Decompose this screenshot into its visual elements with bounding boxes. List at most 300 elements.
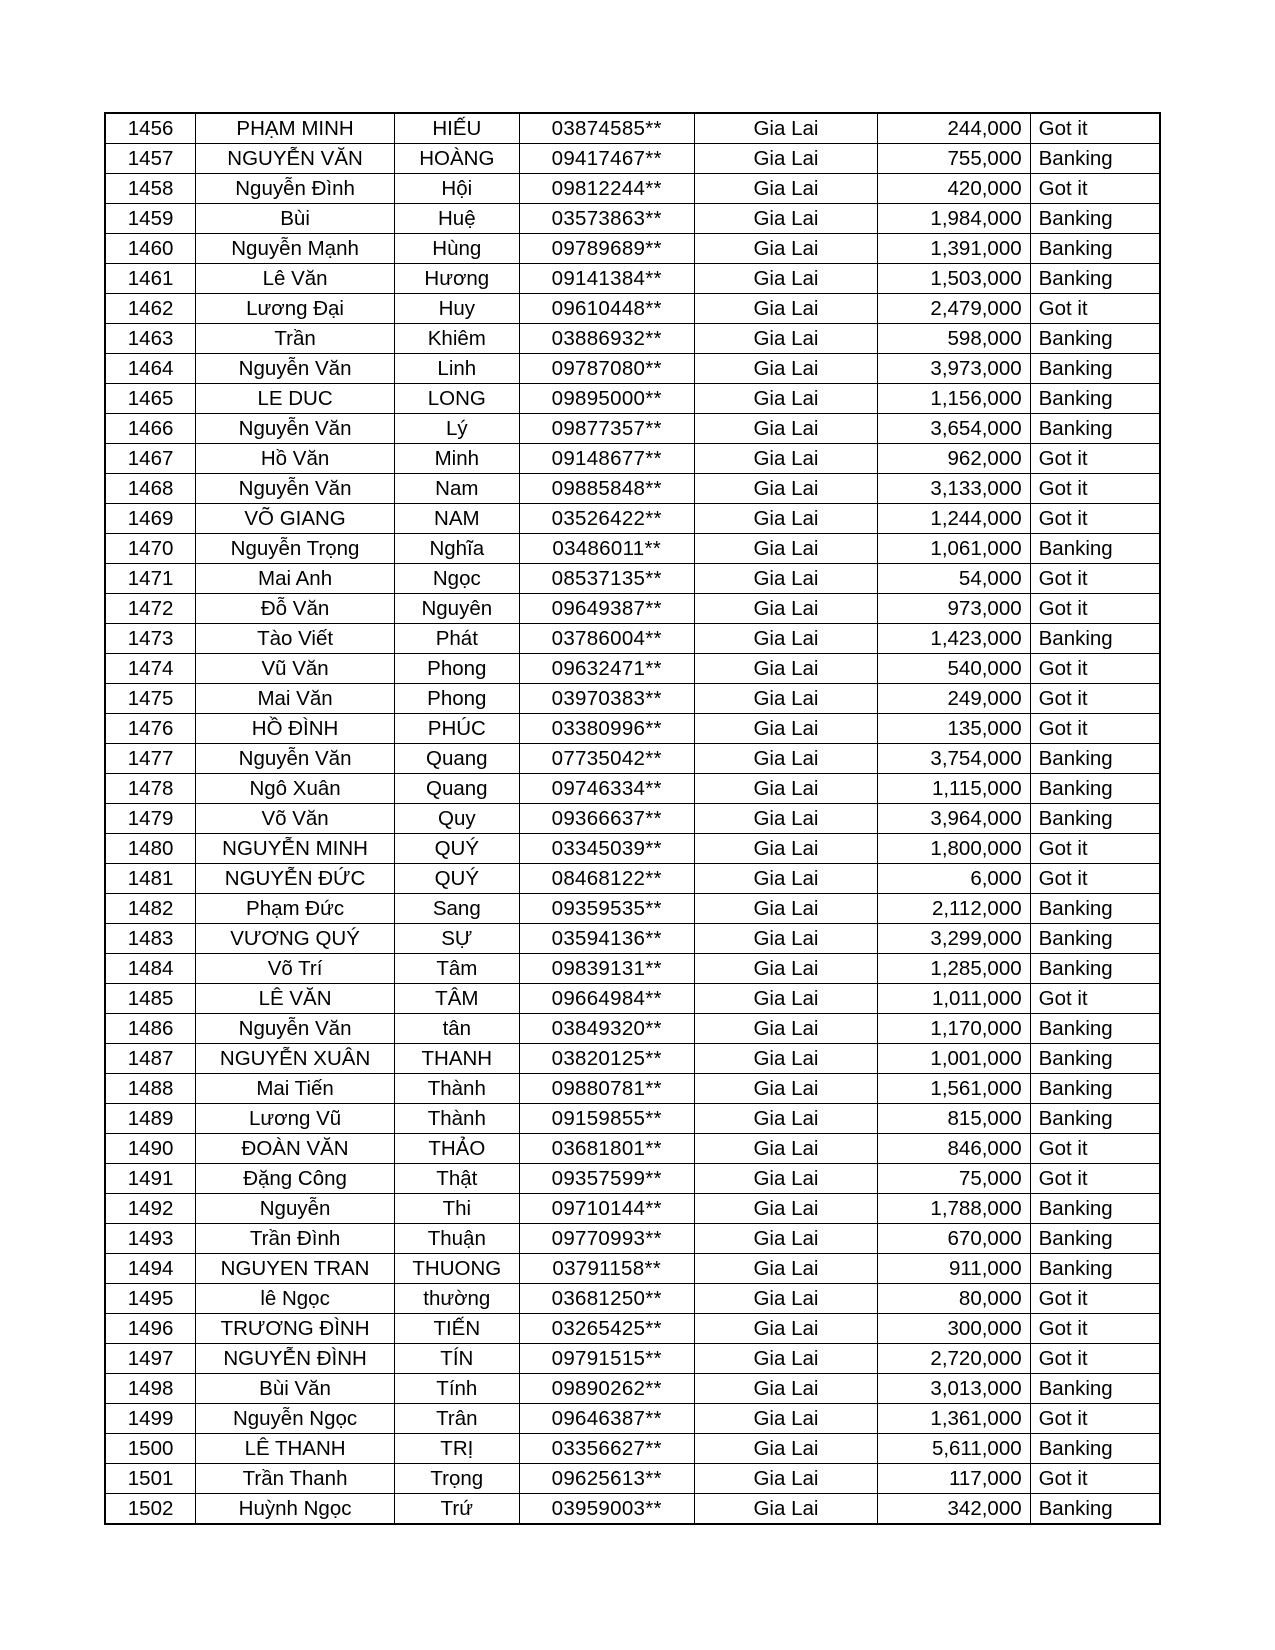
phone-cell: 09770993** [519, 1224, 694, 1254]
table-row [105, 384, 1160, 414]
phone-cell: 09159855** [519, 1104, 694, 1134]
province-cell: Gia Lai [694, 504, 877, 534]
given-name-cell: THẢO [394, 1134, 519, 1164]
table-row [105, 534, 1160, 564]
phone-cell: 08537135** [519, 564, 694, 594]
row-number-cell: 1467 [105, 444, 196, 474]
payment-method-cell: Banking [1030, 894, 1160, 924]
payment-method-cell: Got it [1030, 984, 1160, 1014]
payment-method-cell: Banking [1030, 324, 1160, 354]
table-row [105, 113, 1160, 144]
given-name-cell: Khiêm [394, 324, 519, 354]
table-row [105, 354, 1160, 384]
phone-cell: 03820125** [519, 1044, 694, 1074]
surname-cell: Nguyễn Văn [196, 744, 395, 774]
amount-cell: 3,754,000 [878, 744, 1030, 774]
amount-cell: 755,000 [878, 144, 1030, 174]
surname-cell: NGUYỄN VĂN [196, 144, 395, 174]
table-row [105, 1314, 1160, 1344]
row-number-cell: 1478 [105, 774, 196, 804]
province-cell: Gia Lai [694, 984, 877, 1014]
payment-method-cell: Banking [1030, 414, 1160, 444]
amount-cell: 2,112,000 [878, 894, 1030, 924]
surname-cell: VƯƠNG QUÝ [196, 924, 395, 954]
table-row [105, 1344, 1160, 1374]
surname-cell: Mai Anh [196, 564, 395, 594]
given-name-cell: THANH [394, 1044, 519, 1074]
given-name-cell: Trứ [394, 1494, 519, 1525]
given-name-cell: TÂM [394, 984, 519, 1014]
amount-cell: 1,503,000 [878, 264, 1030, 294]
given-name-cell: SỰ [394, 924, 519, 954]
amount-cell: 3,133,000 [878, 474, 1030, 504]
payment-method-cell: Banking [1030, 1194, 1160, 1224]
table-row [105, 294, 1160, 324]
table-row [105, 1404, 1160, 1434]
table-row [105, 954, 1160, 984]
given-name-cell: Tâm [394, 954, 519, 984]
table-row [105, 504, 1160, 534]
province-cell: Gia Lai [694, 564, 877, 594]
surname-cell: NGUYỄN ĐÌNH [196, 1344, 395, 1374]
province-cell: Gia Lai [694, 113, 877, 144]
table-row [105, 894, 1160, 924]
payment-method-cell: Got it [1030, 1344, 1160, 1374]
row-number-cell: 1475 [105, 684, 196, 714]
row-number-cell: 1488 [105, 1074, 196, 1104]
row-number-cell: 1460 [105, 234, 196, 264]
province-cell: Gia Lai [694, 834, 877, 864]
surname-cell: NGUYEN TRAN [196, 1254, 395, 1284]
amount-cell: 1,423,000 [878, 624, 1030, 654]
table-row [105, 144, 1160, 174]
payment-method-cell: Banking [1030, 144, 1160, 174]
payment-method-cell: Got it [1030, 864, 1160, 894]
amount-cell: 1,170,000 [878, 1014, 1030, 1044]
table-row [105, 1164, 1160, 1194]
surname-cell: Huỳnh Ngọc [196, 1494, 395, 1525]
phone-cell: 09885848** [519, 474, 694, 504]
amount-cell: 1,115,000 [878, 774, 1030, 804]
province-cell: Gia Lai [694, 1494, 877, 1525]
given-name-cell: TIẾN [394, 1314, 519, 1344]
row-number-cell: 1498 [105, 1374, 196, 1404]
amount-cell: 300,000 [878, 1314, 1030, 1344]
row-number-cell: 1481 [105, 864, 196, 894]
row-number-cell: 1490 [105, 1134, 196, 1164]
phone-cell: 09812244** [519, 174, 694, 204]
surname-cell: Đỗ Văn [196, 594, 395, 624]
given-name-cell: HIẾU [394, 113, 519, 144]
given-name-cell: Quang [394, 744, 519, 774]
table-row [105, 444, 1160, 474]
surname-cell: Nguyễn Văn [196, 1014, 395, 1044]
amount-cell: 75,000 [878, 1164, 1030, 1194]
payment-method-cell: Banking [1030, 954, 1160, 984]
given-name-cell: THUONG [394, 1254, 519, 1284]
surname-cell: Ngô Xuân [196, 774, 395, 804]
surname-cell: NGUYỄN XUÂN [196, 1044, 395, 1074]
amount-cell: 1,391,000 [878, 234, 1030, 264]
province-cell: Gia Lai [694, 144, 877, 174]
province-cell: Gia Lai [694, 174, 877, 204]
province-cell: Gia Lai [694, 444, 877, 474]
table-row [105, 264, 1160, 294]
given-name-cell: Ngọc [394, 564, 519, 594]
payment-method-cell: Banking [1030, 534, 1160, 564]
table-row [105, 1044, 1160, 1074]
surname-cell: LE DUC [196, 384, 395, 414]
province-cell: Gia Lai [694, 714, 877, 744]
amount-cell: 962,000 [878, 444, 1030, 474]
phone-cell: 09789689** [519, 234, 694, 264]
amount-cell: 6,000 [878, 864, 1030, 894]
payment-method-cell: Banking [1030, 774, 1160, 804]
phone-cell: 07735042** [519, 744, 694, 774]
payment-method-cell: Got it [1030, 594, 1160, 624]
payment-method-cell: Banking [1030, 234, 1160, 264]
row-number-cell: 1468 [105, 474, 196, 504]
table-row [105, 1464, 1160, 1494]
phone-cell: 09880781** [519, 1074, 694, 1104]
table-row [105, 984, 1160, 1014]
row-number-cell: 1461 [105, 264, 196, 294]
province-cell: Gia Lai [694, 474, 877, 504]
table-row [105, 624, 1160, 654]
phone-cell: 03573863** [519, 204, 694, 234]
phone-cell: 09625613** [519, 1464, 694, 1494]
payment-method-cell: Banking [1030, 744, 1160, 774]
amount-cell: 1,800,000 [878, 834, 1030, 864]
row-number-cell: 1489 [105, 1104, 196, 1134]
phone-cell: 09610448** [519, 294, 694, 324]
given-name-cell: Tính [394, 1374, 519, 1404]
row-number-cell: 1473 [105, 624, 196, 654]
given-name-cell: Thuận [394, 1224, 519, 1254]
province-cell: Gia Lai [694, 234, 877, 264]
amount-cell: 1,061,000 [878, 534, 1030, 564]
province-cell: Gia Lai [694, 1344, 877, 1374]
given-name-cell: Hùng [394, 234, 519, 264]
province-cell: Gia Lai [694, 1164, 877, 1194]
province-cell: Gia Lai [694, 954, 877, 984]
province-cell: Gia Lai [694, 294, 877, 324]
row-number-cell: 1457 [105, 144, 196, 174]
payment-method-cell: Banking [1030, 1374, 1160, 1404]
amount-cell: 2,479,000 [878, 294, 1030, 324]
payment-method-cell: Banking [1030, 924, 1160, 954]
surname-cell: ĐOÀN VĂN [196, 1134, 395, 1164]
given-name-cell: Trân [394, 1404, 519, 1434]
amount-cell: 3,654,000 [878, 414, 1030, 444]
province-cell: Gia Lai [694, 354, 877, 384]
surname-cell: Nguyễn Văn [196, 354, 395, 384]
amount-cell: 5,611,000 [878, 1434, 1030, 1464]
table-row [105, 1374, 1160, 1404]
surname-cell: NGUYỄN ĐỨC [196, 864, 395, 894]
row-number-cell: 1485 [105, 984, 196, 1014]
amount-cell: 3,964,000 [878, 804, 1030, 834]
row-number-cell: 1492 [105, 1194, 196, 1224]
payment-method-cell: Banking [1030, 384, 1160, 414]
phone-cell: 03959003** [519, 1494, 694, 1525]
row-number-cell: 1496 [105, 1314, 196, 1344]
phone-cell: 03849320** [519, 1014, 694, 1044]
given-name-cell: Phong [394, 654, 519, 684]
row-number-cell: 1471 [105, 564, 196, 594]
payment-method-cell: Banking [1030, 204, 1160, 234]
surname-cell: Lê Văn [196, 264, 395, 294]
payment-method-cell: Got it [1030, 444, 1160, 474]
given-name-cell: Thật [394, 1164, 519, 1194]
surname-cell: PHẠM MINH [196, 113, 395, 144]
province-cell: Gia Lai [694, 894, 877, 924]
payment-method-cell: Got it [1030, 714, 1160, 744]
row-number-cell: 1459 [105, 204, 196, 234]
surname-cell: Hồ Văn [196, 444, 395, 474]
surname-cell: Nguyễn Trọng [196, 534, 395, 564]
amount-cell: 117,000 [878, 1464, 1030, 1494]
surname-cell: TRƯƠNG ĐÌNH [196, 1314, 395, 1344]
surname-cell: Lương Đại [196, 294, 395, 324]
payment-method-cell: Got it [1030, 113, 1160, 144]
given-name-cell: thường [394, 1284, 519, 1314]
phone-cell: 03380996** [519, 714, 694, 744]
amount-cell: 3,973,000 [878, 354, 1030, 384]
payment-method-cell: Got it [1030, 654, 1160, 684]
row-number-cell: 1463 [105, 324, 196, 354]
table-row [105, 174, 1160, 204]
table-row [105, 324, 1160, 354]
province-cell: Gia Lai [694, 924, 877, 954]
payment-method-cell: Got it [1030, 1404, 1160, 1434]
surname-cell: Phạm Đức [196, 894, 395, 924]
table-row [105, 594, 1160, 624]
phone-cell: 09632471** [519, 654, 694, 684]
row-number-cell: 1474 [105, 654, 196, 684]
amount-cell: 1,011,000 [878, 984, 1030, 1014]
row-number-cell: 1465 [105, 384, 196, 414]
surname-cell: Đặng Công [196, 1164, 395, 1194]
phone-cell: 03526422** [519, 504, 694, 534]
payment-method-cell: Got it [1030, 564, 1160, 594]
given-name-cell: Thành [394, 1104, 519, 1134]
payment-method-cell: Got it [1030, 1464, 1160, 1494]
payment-method-cell: Got it [1030, 1164, 1160, 1194]
phone-cell: 09787080** [519, 354, 694, 384]
phone-cell: 09664984** [519, 984, 694, 1014]
row-number-cell: 1502 [105, 1494, 196, 1525]
phone-cell: 09877357** [519, 414, 694, 444]
row-number-cell: 1487 [105, 1044, 196, 1074]
payment-method-cell: Banking [1030, 354, 1160, 384]
province-cell: Gia Lai [694, 1074, 877, 1104]
province-cell: Gia Lai [694, 534, 877, 564]
surname-cell: Nguyễn Ngọc [196, 1404, 395, 1434]
amount-cell: 1,984,000 [878, 204, 1030, 234]
surname-cell: Nguyễn Văn [196, 474, 395, 504]
phone-cell: 09148677** [519, 444, 694, 474]
payment-method-cell: Banking [1030, 1104, 1160, 1134]
amount-cell: 249,000 [878, 684, 1030, 714]
phone-cell: 09746334** [519, 774, 694, 804]
given-name-cell: Hội [394, 174, 519, 204]
payment-method-cell: Got it [1030, 174, 1160, 204]
phone-cell: 03970383** [519, 684, 694, 714]
amount-cell: 342,000 [878, 1494, 1030, 1525]
payment-method-cell: Got it [1030, 684, 1160, 714]
surname-cell: Vũ Văn [196, 654, 395, 684]
given-name-cell: Hương [394, 264, 519, 294]
phone-cell: 03356627** [519, 1434, 694, 1464]
table-row [105, 1284, 1160, 1314]
amount-cell: 846,000 [878, 1134, 1030, 1164]
province-cell: Gia Lai [694, 264, 877, 294]
surname-cell: HỒ ĐÌNH [196, 714, 395, 744]
phone-cell: 03486011** [519, 534, 694, 564]
payment-method-cell: Banking [1030, 1434, 1160, 1464]
row-number-cell: 1464 [105, 354, 196, 384]
amount-cell: 420,000 [878, 174, 1030, 204]
given-name-cell: Nguyên [394, 594, 519, 624]
given-name-cell: Minh [394, 444, 519, 474]
table-row [105, 714, 1160, 744]
given-name-cell: Trọng [394, 1464, 519, 1494]
given-name-cell: tân [394, 1014, 519, 1044]
province-cell: Gia Lai [694, 1374, 877, 1404]
surname-cell: Nguyễn Đình [196, 174, 395, 204]
payment-method-cell: Banking [1030, 1494, 1160, 1525]
row-number-cell: 1466 [105, 414, 196, 444]
payment-method-cell: Banking [1030, 1224, 1160, 1254]
province-cell: Gia Lai [694, 1014, 877, 1044]
province-cell: Gia Lai [694, 1284, 877, 1314]
province-cell: Gia Lai [694, 624, 877, 654]
surname-cell: Võ Văn [196, 804, 395, 834]
phone-cell: 03874585** [519, 113, 694, 144]
given-name-cell: Phong [394, 684, 519, 714]
amount-cell: 3,013,000 [878, 1374, 1030, 1404]
row-number-cell: 1456 [105, 113, 196, 144]
phone-cell: 09359535** [519, 894, 694, 924]
given-name-cell: HOÀNG [394, 144, 519, 174]
table-row [105, 744, 1160, 774]
phone-cell: 09710144** [519, 1194, 694, 1224]
table-row [105, 474, 1160, 504]
amount-cell: 911,000 [878, 1254, 1030, 1284]
amount-cell: 1,788,000 [878, 1194, 1030, 1224]
province-cell: Gia Lai [694, 804, 877, 834]
province-cell: Gia Lai [694, 744, 877, 774]
table-row [105, 1104, 1160, 1134]
phone-cell: 03681250** [519, 1284, 694, 1314]
row-number-cell: 1491 [105, 1164, 196, 1194]
given-name-cell: LONG [394, 384, 519, 414]
given-name-cell: TÍN [394, 1344, 519, 1374]
payment-method-cell: Banking [1030, 1074, 1160, 1104]
given-name-cell: QUÝ [394, 834, 519, 864]
phone-cell: 09890262** [519, 1374, 694, 1404]
amount-cell: 598,000 [878, 324, 1030, 354]
phone-cell: 09366637** [519, 804, 694, 834]
province-cell: Gia Lai [694, 654, 877, 684]
table-row [105, 1254, 1160, 1284]
phone-cell: 03786004** [519, 624, 694, 654]
amount-cell: 1,156,000 [878, 384, 1030, 414]
payment-method-cell: Got it [1030, 504, 1160, 534]
province-cell: Gia Lai [694, 1104, 877, 1134]
payment-method-cell: Banking [1030, 264, 1160, 294]
phone-cell: 09839131** [519, 954, 694, 984]
amount-cell: 1,001,000 [878, 1044, 1030, 1074]
surname-cell: NGUYỄN MINH [196, 834, 395, 864]
payment-method-cell: Got it [1030, 294, 1160, 324]
given-name-cell: Huy [394, 294, 519, 324]
amount-cell: 54,000 [878, 564, 1030, 594]
phone-cell: 09357599** [519, 1164, 694, 1194]
province-cell: Gia Lai [694, 1134, 877, 1164]
given-name-cell: Linh [394, 354, 519, 384]
given-name-cell: Nam [394, 474, 519, 504]
amount-cell: 244,000 [878, 113, 1030, 144]
amount-cell: 3,299,000 [878, 924, 1030, 954]
surname-cell: Bùi [196, 204, 395, 234]
given-name-cell: Lý [394, 414, 519, 444]
phone-cell: 03345039** [519, 834, 694, 864]
surname-cell: Bùi Văn [196, 1374, 395, 1404]
table-row [105, 204, 1160, 234]
table-row [105, 1224, 1160, 1254]
row-number-cell: 1469 [105, 504, 196, 534]
table-body [105, 113, 1160, 1524]
amount-cell: 670,000 [878, 1224, 1030, 1254]
phone-cell: 09649387** [519, 594, 694, 624]
surname-cell: Mai Văn [196, 684, 395, 714]
amount-cell: 1,561,000 [878, 1074, 1030, 1104]
surname-cell: Trần Thanh [196, 1464, 395, 1494]
payment-method-cell: Got it [1030, 474, 1160, 504]
province-cell: Gia Lai [694, 1434, 877, 1464]
payment-method-cell: Got it [1030, 834, 1160, 864]
province-cell: Gia Lai [694, 1044, 877, 1074]
row-number-cell: 1470 [105, 534, 196, 564]
row-number-cell: 1499 [105, 1404, 196, 1434]
given-name-cell: Phát [394, 624, 519, 654]
surname-cell: Mai Tiến [196, 1074, 395, 1104]
winners-table [104, 112, 1161, 1525]
surname-cell: Nguyễn [196, 1194, 395, 1224]
amount-cell: 1,361,000 [878, 1404, 1030, 1434]
row-number-cell: 1494 [105, 1254, 196, 1284]
phone-cell: 09417467** [519, 144, 694, 174]
province-cell: Gia Lai [694, 384, 877, 414]
payment-method-cell: Banking [1030, 1044, 1160, 1074]
phone-cell: 03681801** [519, 1134, 694, 1164]
table-row [105, 684, 1160, 714]
table-row [105, 1134, 1160, 1164]
table-row [105, 834, 1160, 864]
row-number-cell: 1476 [105, 714, 196, 744]
phone-cell: 03886932** [519, 324, 694, 354]
surname-cell: Nguyễn Mạnh [196, 234, 395, 264]
table-row [105, 774, 1160, 804]
surname-cell: Trần [196, 324, 395, 354]
province-cell: Gia Lai [694, 864, 877, 894]
row-number-cell: 1500 [105, 1434, 196, 1464]
given-name-cell: Quy [394, 804, 519, 834]
row-number-cell: 1484 [105, 954, 196, 984]
phone-cell: 09141384** [519, 264, 694, 294]
